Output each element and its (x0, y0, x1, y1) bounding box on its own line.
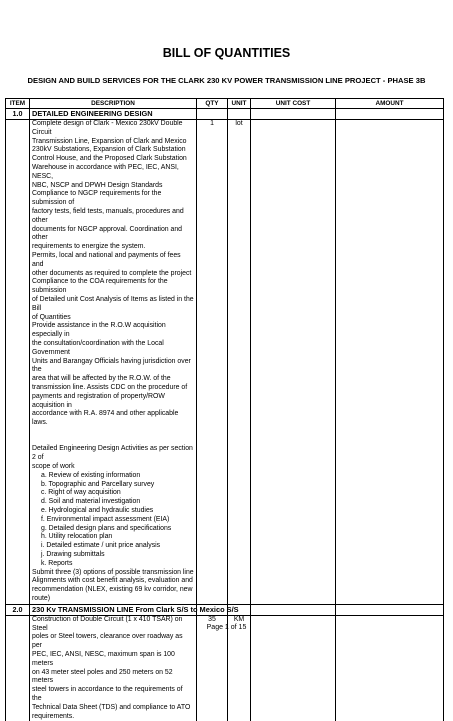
description-line: Technical Data Sheet (TDS) and compliance to ATO (32, 703, 191, 711)
table-header-row (6, 99, 444, 109)
description-line: on 43 meter steel poles and 250 meters on 52 meters (32, 668, 173, 685)
description-line: Alignments with cost benefit analysis, evaluation and (32, 577, 193, 585)
description-line (32, 437, 194, 446)
description-subitem: c. Right of way acquisition (41, 489, 121, 497)
description-subitem: a. Review of existing information (41, 471, 141, 479)
section-row-2 (6, 604, 444, 615)
description-line: requirements. (32, 712, 75, 720)
section-description (30, 120, 197, 605)
description-line: scope of work (32, 463, 75, 471)
description-line: PEC, IEC, ANSI, NESC, maximum span is 100 meters (32, 651, 175, 667)
page-number: Page 1 of 15 (206, 624, 247, 631)
description-line: payments and registration of property/ROW acquisition in (32, 392, 165, 409)
section-body-row-1 (6, 120, 444, 605)
document-subtitle: DESIGN AND BUILD SERVICES FOR THE CLARK 230 KV POWER TRANSMISSION LINE PROJECT - PHASE 3B (27, 76, 426, 85)
amount-cell (336, 615, 444, 721)
description-subitem: h. Utility relocation plan (41, 533, 113, 541)
description-line: Compliance to NGCP requirements for the submission of (32, 190, 162, 207)
description-line: Submit three (3) options of possible transmission line (32, 568, 194, 576)
description-line: Units and Barangay Officials having jurisdiction over the (32, 357, 191, 374)
column-header-unit-cost: UNIT COST (251, 99, 336, 109)
description-line: Transmission Line, Expansion of Clark and Mexico (32, 137, 187, 145)
column-header-qty: QTY (197, 99, 228, 109)
description-subitem: b. Topographic and Parcellary survey (41, 480, 155, 488)
description-line: Provide assistance in the R.O.W acquisition especially in (32, 322, 166, 339)
description-subitem: g. Detailed design plans and specifications (41, 524, 172, 532)
description-line: area that will be affected by the R.O.W. of the (32, 375, 171, 383)
section-number: 2.0 (6, 604, 30, 615)
description-line: Warehouse in accordance with PEC, IEC, ANSI, NESC, (32, 163, 179, 180)
column-header-unit: UNIT (228, 99, 251, 109)
document-title: BILL OF QUANTITIES (162, 46, 291, 60)
description-line: steel towers in accordance to the requirements of the (32, 686, 183, 702)
unit-cell: lot (228, 120, 251, 605)
section-number: 1.0 (6, 109, 30, 120)
section-row-1 (6, 109, 444, 120)
section-title: 230 Kv TRANSMISSION LINE From Clark S/S to Mexico S/S (30, 604, 197, 615)
description-line: the consultation/coordination with the Local Government (32, 339, 164, 356)
section-title: DETAILED ENGINEERING DESIGN (30, 109, 197, 120)
description-subitem: k. Reports (41, 559, 73, 567)
description-line: Complete design of Clark - Mexico 230kV Double Circuit (32, 120, 183, 136)
description-line: requirements to energize the system. (32, 243, 146, 251)
section-description (30, 615, 197, 721)
amount-cell (336, 120, 444, 605)
quantity-cell: 1 (197, 120, 228, 605)
description-line: route) (32, 595, 51, 603)
description-subitem: i. Detailed estimate / unit price analysis (41, 542, 161, 550)
unit-cost-cell (251, 615, 336, 721)
description-line: transmission line. Assists CDC on the procedure of (32, 383, 188, 391)
unit-cell: KM (228, 615, 251, 721)
description-line: Construction of Double Circuit (1 x 410 TSAR) on Steel (32, 615, 183, 632)
unit-cost-cell (251, 120, 336, 605)
description-line: 230kV Substations, Expansion of Clark Substation (32, 146, 186, 154)
description-subitem: e. Hydrological and hydraulic studies (41, 507, 154, 515)
section-body-row-2 (6, 615, 444, 721)
description-line: of Detailed unit Cost Analysis of Items as listed in the Bill (32, 295, 194, 312)
description-subitem: j. Drawing submittals (41, 551, 105, 559)
description-line: accordance with R.A. 8974 and other applicable laws. (32, 410, 179, 427)
description-line: of Quantities (32, 313, 71, 321)
column-header-description: DESCRIPTION (30, 99, 197, 109)
description-line: documents for NGCP approval. Coordination and other (32, 225, 183, 242)
description-line: factory tests, field tests, manuals, procedures and other (32, 207, 184, 224)
description-line: NBC, NSCP and DPWH Design Standards (32, 181, 163, 189)
description-line (32, 428, 194, 437)
description-line: other documents as required to complete the project (32, 269, 192, 277)
description-subitem: d. Soil and material investigation (41, 498, 141, 506)
quantity-cell: 35 (197, 615, 228, 721)
column-header-item: ITEM (6, 99, 30, 109)
description-line: Permits, local and national and payments of fees and (32, 251, 181, 268)
description-line: poles or Steel towers, clearance over roadway as per (32, 633, 183, 650)
description-line: recommendation (NLEX, existing 69 kv corridor, new (32, 586, 193, 594)
description-line: Detailed Engineering Design Activities as per section 2 of (32, 445, 193, 462)
description-line: Control House, and the Proposed Clark Substation (32, 155, 187, 163)
description-line: Compliance to the COA requirements for the submission (32, 278, 168, 295)
column-header-amount: AMOUNT (336, 99, 444, 109)
description-subitem: f. Environmental impact assessment (EIA) (41, 515, 170, 523)
